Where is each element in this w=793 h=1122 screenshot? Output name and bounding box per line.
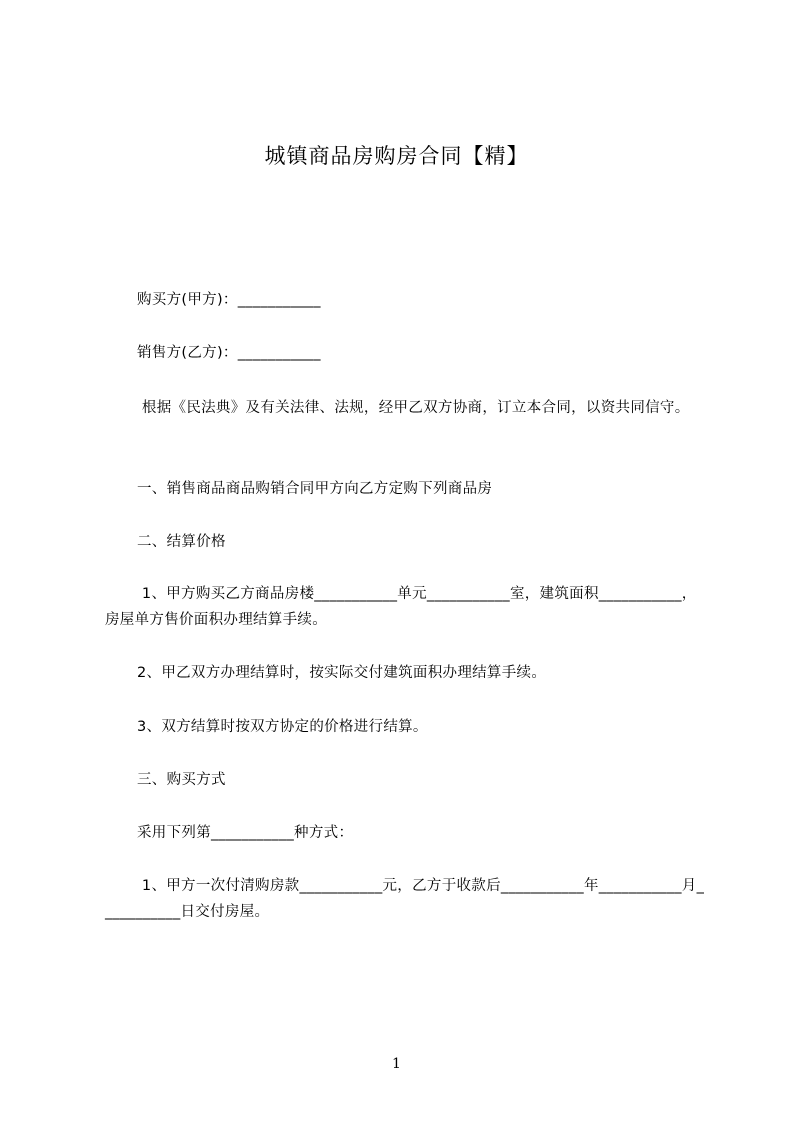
clause-2-3: 3、双方结算时按双方协定的价格进行结算。 [137, 719, 428, 735]
page-title: 城镇商品房购房合同【精】 [264, 144, 529, 168]
section-1-heading: 一、销售商品商品购销合同甲方向乙方定购下列商品房 [137, 481, 493, 497]
clause-2-1: 1、甲方购买乙方商品房楼___________单元___________室，建筑面积___________，房屋单方售价面积办理结算手续。 [105, 586, 697, 628]
clause-2-2: 2、甲乙双方办理结算时，按实际交付建筑面积办理结算手续。 [137, 665, 547, 681]
payment-method-line: 采用下列第___________种方式： [137, 825, 354, 841]
seller-line: 销售方(乙方)：___________ [137, 345, 321, 361]
section-3-heading: 三、购买方式 [137, 772, 226, 788]
preamble-paragraph: 根据《民法典》及有关法律、法规，经甲乙双方协商，订立本合同，以资共同信守。 [137, 400, 690, 416]
clause-3-1: 1、甲方一次付清购房款___________元，乙方于收款后___________年___________月___________日交付房屋。 [105, 878, 705, 920]
section-2-heading: 二、结算价格 [137, 534, 226, 550]
page-number: 1 [392, 1056, 401, 1072]
buyer-line: 购买方(甲方)：___________ [137, 292, 321, 308]
